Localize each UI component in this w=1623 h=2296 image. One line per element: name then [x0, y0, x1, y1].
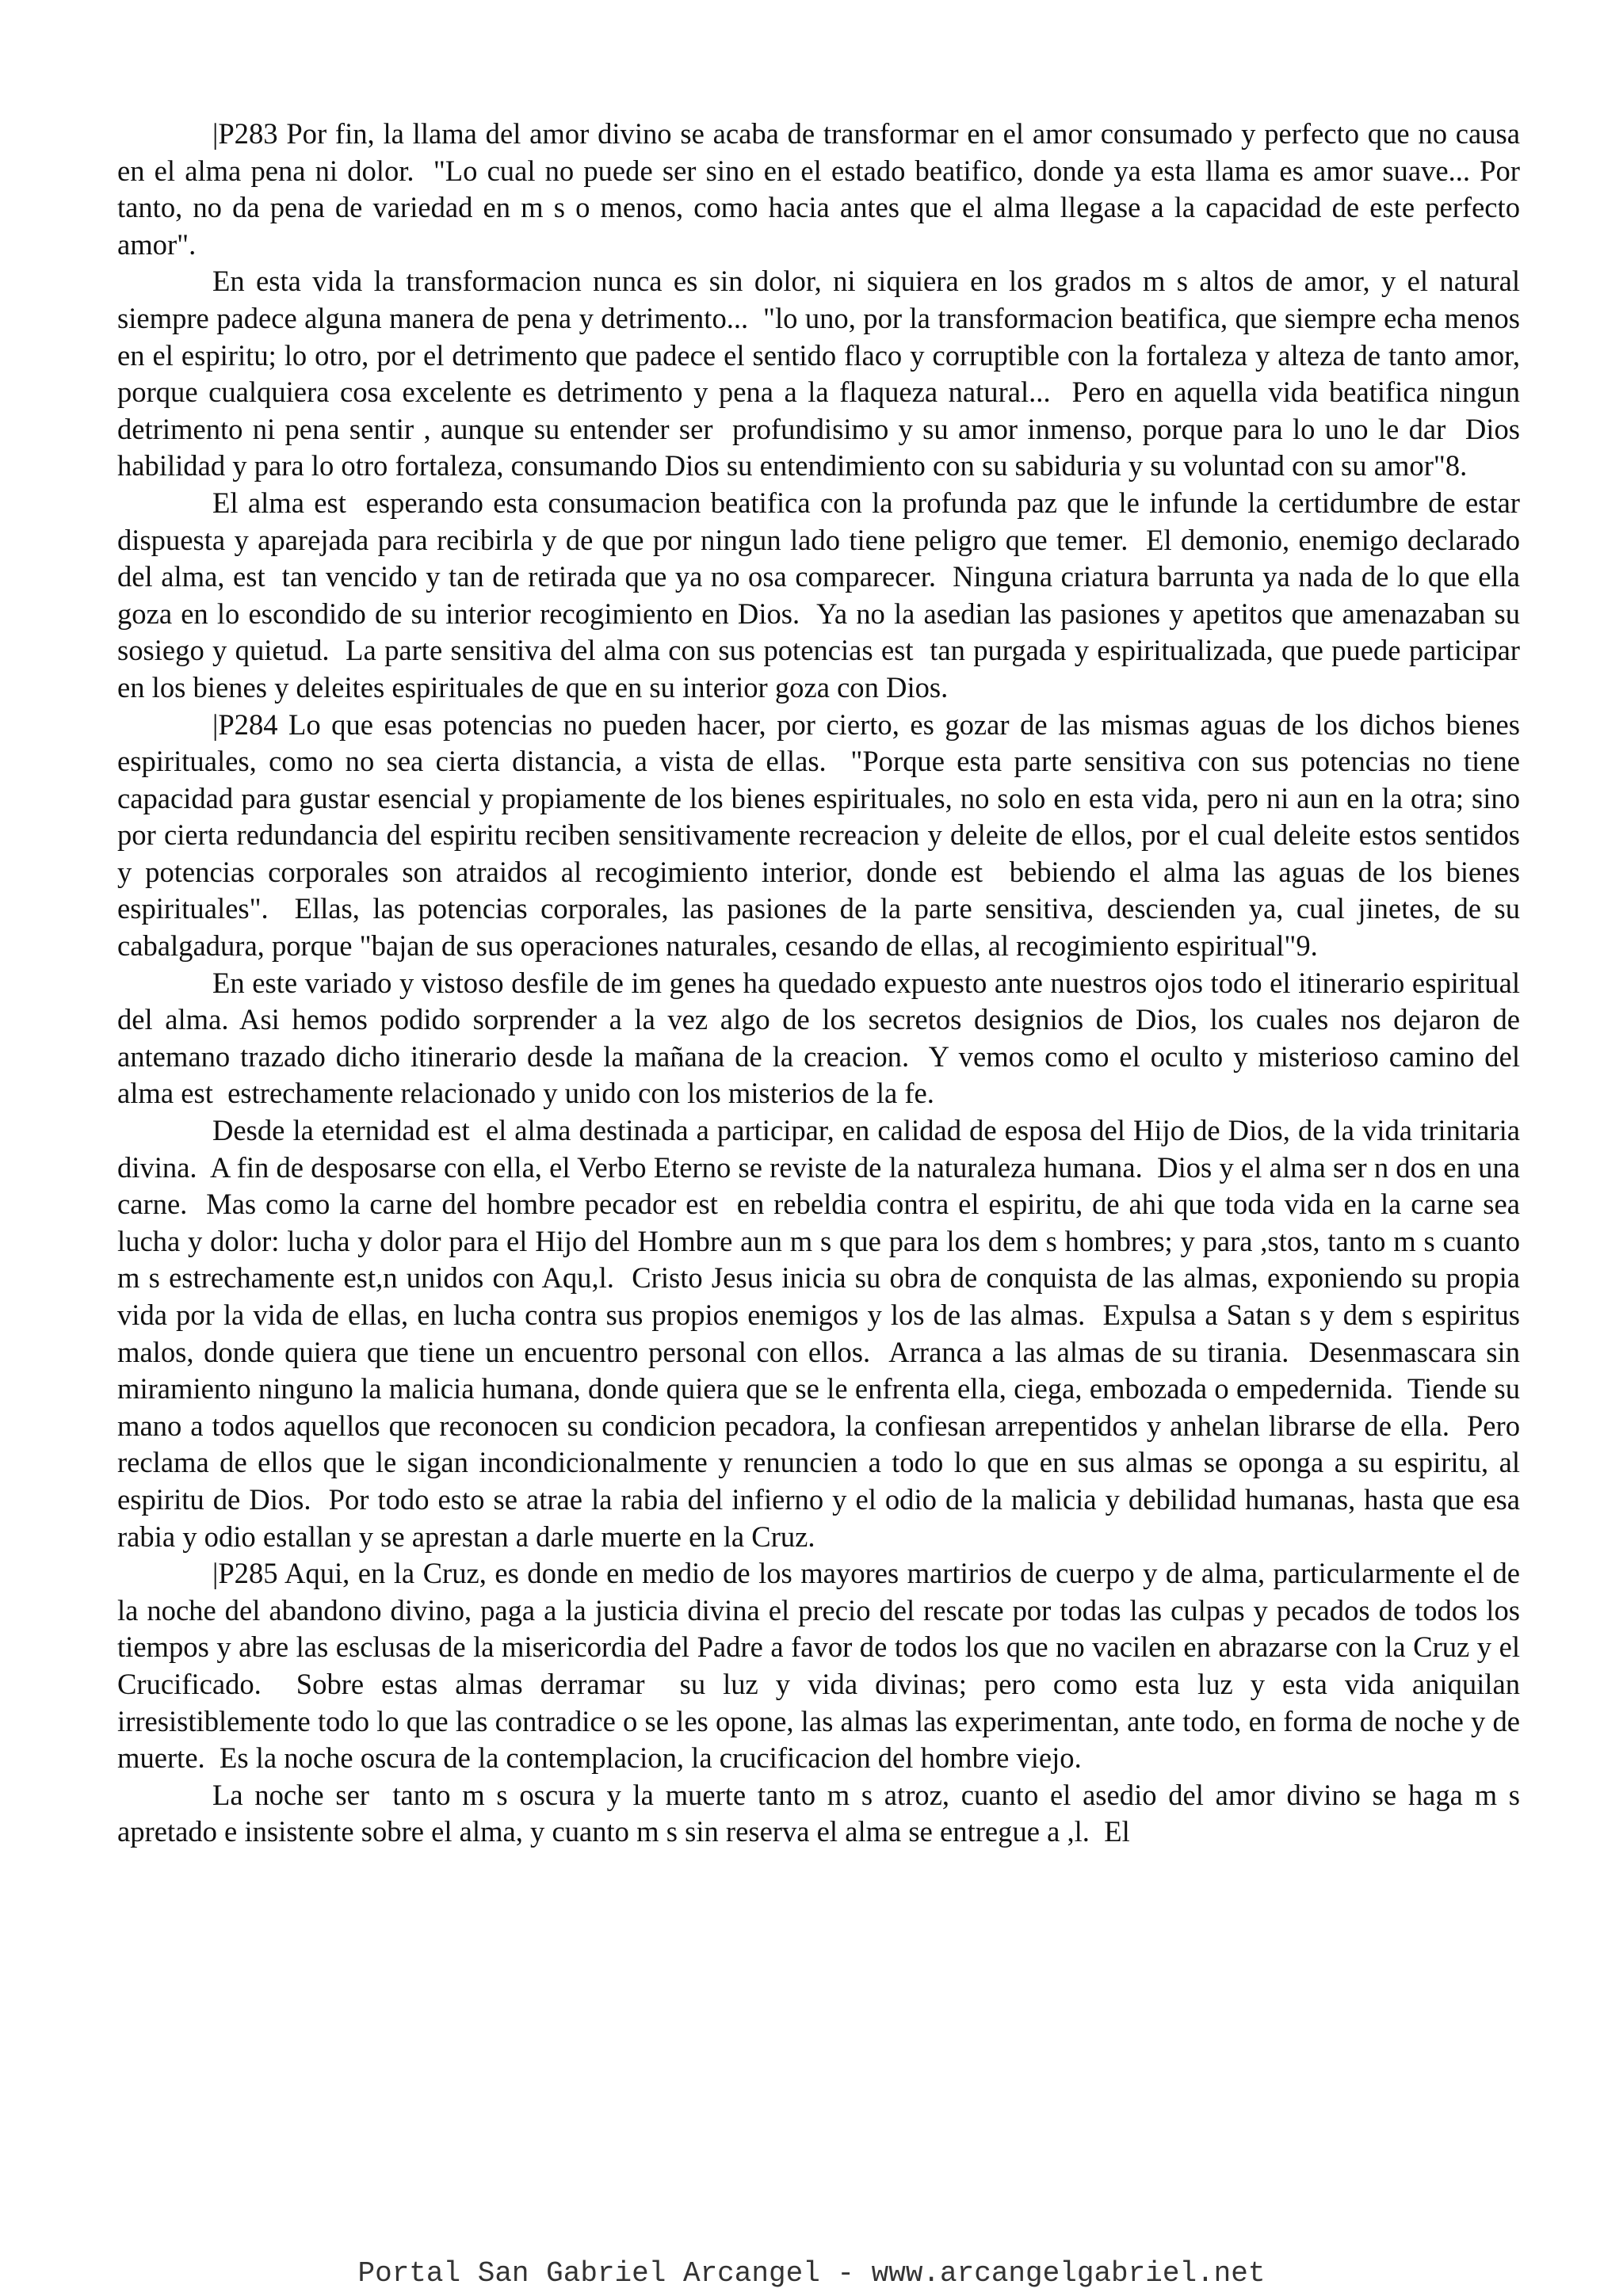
paragraph-itinerario: En este variado y vistoso desfile de im genes ha quedado expuesto ante nuestros ojos todo el itinerario espiritual del alma. Asi hemos podido sorprender a la vez algo de los secretos designios de Dios, los cuales nos dejaron de antemano trazado dicho itinerario desde la mañana de la creacion. Y vemos como el oculto y misterioso camino del alma est estrechamente relacionado y unido con los misterios de la fe.	[117, 966, 1528, 1110]
paragraph-transformacion: En esta vida la transformacion nunca es sin dolor, ni siquiera en los grados m s altos de amor, y el natural siempre padece alguna manera de pena y detrimento... "lo uno, por la transformacion beatifica, que siempre echa menos en el espiritu; lo otro, por el detrimento que padece el sentido flaco y corruptible con la fortaleza y alteza de tanto amor, porque cualquiera cosa excelente es detrimento y pena a la flaqueza natural... Pero en aquella vida beatifica ningun detrimento ni pena sentir , aunque su entender ser profundisimo y su amor inmenso, porque para lo uno le dar Dios habilidad y para lo otro fortaleza, consumando Dios su entendimiento con su sabiduria y su voluntad con su amor"8.	[117, 265, 1528, 482]
paragraph-p285: |P285 Aqui, en la Cruz, es donde en medio de los mayores martirios de cuerpo y de alma, particularmente el de la noche del abandono divino, paga a la justicia divina el precio del rescate por todas las culpas y pecados de todos los tiempos y abre las esclusas de la misericordia del Padre a favor de todos los que no vacilen en abrazarse con la Cruz y el Crucificado. Sobre estas almas derramar su luz y vida divinas; pero como esta luz y esta vida aniquilan irresistiblemente todo lo que las contradice o se les opone, las almas las experimentan, ante todo, en forma de noche y de muerte. Es la noche oscura de la contemplacion, la crucificacion del hombre viejo.	[117, 1557, 1528, 1775]
paragraph-p283: |P283 Por fin, la llama del amor divino se acaba de transformar en el amor consumado y perfecto que no causa en el alma pena ni dolor. "Lo cual no puede ser sino en el estado beatifico, donde ya esta llama es amor suave... Por tanto, no da pena de variedad en m s o menos, como hacia antes que el alma llegase a la capacidad de este perfecto amor".	[117, 117, 1528, 261]
document-body	[117, 116, 1528, 1851]
paragraph-consumacion: El alma est esperando esta consumacion beatifica con la profunda paz que le infunde la certidumbre de estar dispuesta y aparejada para recibirla y de que por ningun lado tiene peligro que temer. El demonio, enemigo declarado del alma, est tan vencido y tan de retirada que ya no osa comparecer. Ninguna criatura barrunta ya nada de lo que ella goza en lo escondido de su interior recogimiento en Dios. Ya no la asedian las pasiones y apetitos que amenazaban su sosiego y quietud. La parte sensitiva del alma con sus potencias est tan purgada y espiritualizada, que puede participar en los bienes y deleites espirituales de que en su interior goza con Dios.	[117, 486, 1528, 704]
page-footer: Portal San Gabriel Arcangel - www.arcangelgabriel.net	[357, 2257, 1266, 2290]
paragraph-p284: |P284 Lo que esas potencias no pueden hacer, por cierto, es gozar de las mismas aguas de los dichos bienes espirituales, como no sea cierta distancia, a vista de ellas. "Porque esta parte sensitiva con sus potencias no tiene capacidad para gustar esencial y propiamente de los bienes espirituales, no solo en esta vida, pero ni aun en la otra; sino por cierta redundancia del espiritu reciben sensitivamente recreacion y deleite de ellos, por el cual deleite estos sentidos y potencias corporales son atraidos al recogimiento interior, donde est bebiendo el alma las aguas de los bienes espirituales". Ellas, las potencias corporales, las pasiones de la parte sensitiva, descienden ya, cual jinetes, de su cabalgadura, porque "bajan de sus operaciones naturales, cesando de ellas, al recogimiento espiritual"9.	[117, 707, 1528, 963]
paragraph-eternidad: Desde la eternidad est el alma destinada a participar, en calidad de esposa del Hijo de Dios, de la vida trinitaria divina. A fin de desposarse con ella, el Verbo Eterno se reviste de la naturaleza humana. Dios y el alma ser n dos en una carne. Mas como la carne del hombre pecador est en rebeldia contra el espiritu, de ahi que toda vida en la carne sea lucha y dolor: lucha y dolor para el Hijo del Hombre aun m s que para los dem s hombres; y para ,stos, tanto m s cuanto m s estrechamente est,n unidos con Aqu,l. Cristo Jesus inicia su obra de conquista de las almas, exponiendo su propia vida por la vida de ellas, en lucha contra sus propios enemigos y los de las almas. Expulsa a Satan s y dem s espiritus malos, donde quiera que tiene un encuentro personal con ellos. Arranca a las almas de su tirania. Desenmascara sin miramiento ninguno la malicia humana, donde quiera que se le enfrenta ella, ciega, embozada o empedernida. Tiende su mano a todos aquellos que reconocen su condicion pecadora, la confiesan arrepentidos y anhelan librarse de ella. Pero reclama de ellos que le sigan incondicionalmente y renuncien a todo lo que en sus almas se oponga a su espiritu, al espiritu de Dios. Por todo esto se atrae la rabia del infierno y el odio de la malicia y debilidad humanas, hasta que esa rabia y odio estallan y se aprestan a darle muerte en la Cruz.	[117, 1114, 1528, 1553]
paragraph-noche: La noche ser tanto m s oscura y la muerte tanto m s atroz, cuanto el asedio del amor divino se haga m s apretado e insistente sobre el alma, y cuanto m s sin reserva el alma se entregue a ,l. El	[117, 1778, 1528, 1848]
